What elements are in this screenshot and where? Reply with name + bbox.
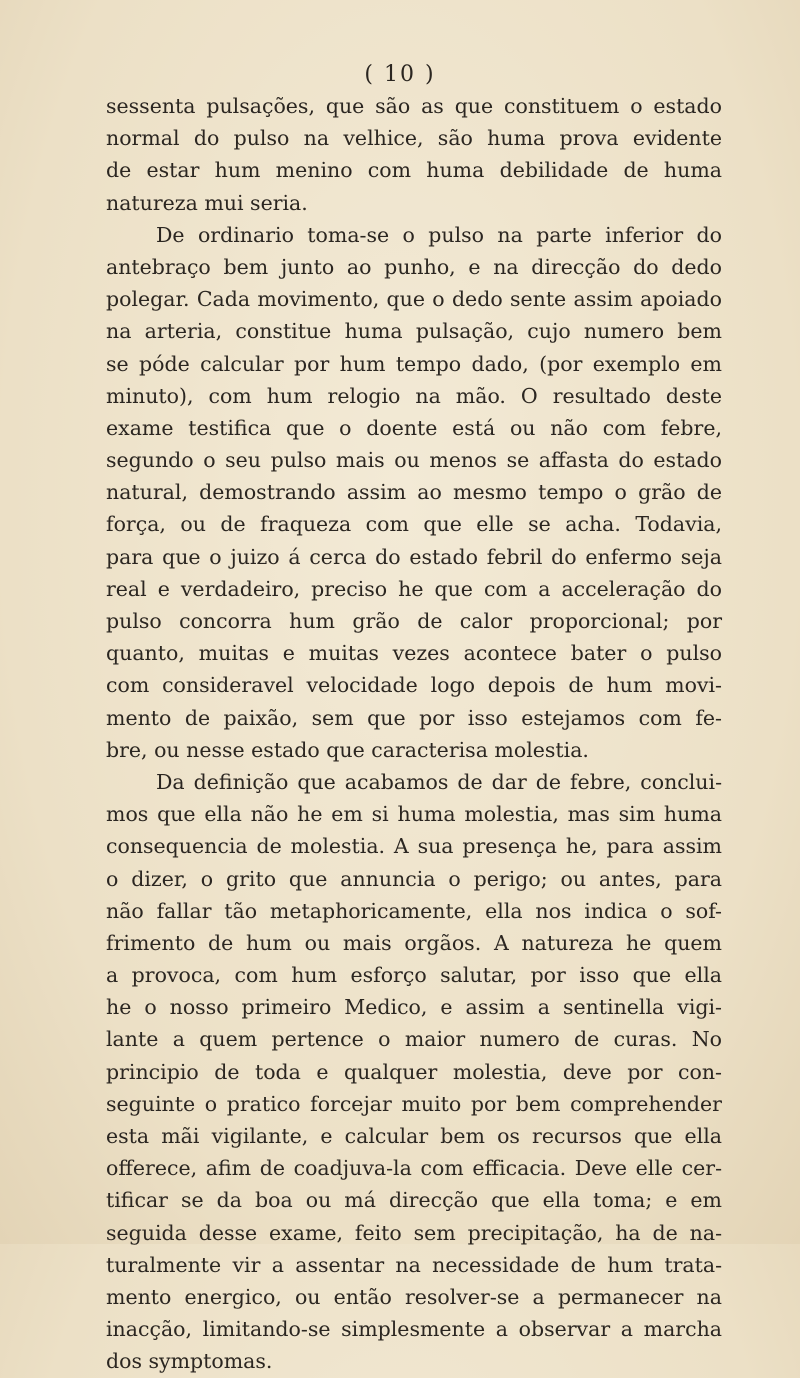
- text-line: se póde calcular por hum tempo dado, (por exemplo em: [106, 351, 722, 376]
- text-line: a provoca, com hum esforço salutar, por isso que ella: [106, 963, 722, 988]
- text-line: mento energico, ou então resolver-se a permanecer na: [106, 1284, 722, 1309]
- text-line: normal do pulso na velhice, são huma prova evidente: [106, 126, 722, 151]
- text-line: força, ou de fraqueza com que elle se acha. Todavia,: [106, 512, 722, 537]
- text-line: mento de paixão, sem que por isso estejamos com fe-: [106, 705, 722, 730]
- text-line: frimento de hum ou mais orgãos. A natureza he quem: [106, 930, 722, 955]
- page-number: ( 10 ): [364, 62, 436, 87]
- text-line: mos que ella não he em si huma molestia, mas sim huma: [106, 802, 722, 827]
- text-line: tificar se da boa ou má direcção que ella toma; e em: [106, 1188, 722, 1213]
- text-line: o dizer, o grito que annuncia o perigo; ou antes, para: [106, 866, 722, 891]
- text-line: offerece, afim de coadjuva-la com efficacia. Deve elle cer-: [106, 1156, 722, 1181]
- text-line: inacção, limitando-se simplesmente a observar a marcha: [106, 1317, 722, 1342]
- text-line: dos symptomas.: [106, 1349, 273, 1374]
- text-line: segundo o seu pulso mais ou menos se affasta do estado: [106, 448, 722, 473]
- text-line: natureza mui seria.: [106, 190, 308, 215]
- text-line: Da definição que acabamos de dar de febre, conclui-: [156, 769, 722, 794]
- text-line: de estar hum menino com huma debilidade de huma: [106, 158, 722, 183]
- text-line: exame testifica que o doente está ou não com febre,: [106, 415, 722, 440]
- text-line: não fallar tão metaphoricamente, ella nos indica o sof-: [106, 898, 722, 923]
- text-line: sessenta pulsações, que são as que constituem o estado: [106, 94, 722, 118]
- text-line: na arteria, constitue huma pulsação, cujo numero bem: [106, 319, 722, 344]
- text-line: seguinte o pratico forcejar muito por bem comprehender: [106, 1091, 722, 1116]
- text-line: com consideravel velocidade logo depois de hum movi-: [106, 673, 722, 698]
- body-text: [106, 90, 722, 1378]
- text-line: natural, demostrando assim ao mesmo tempo o grão de: [106, 480, 722, 505]
- text-line: lante a quem pertence o maior numero de curas. No: [106, 1027, 722, 1052]
- text-line: seguida desse exame, feito sem precipitação, ha de na-: [106, 1220, 722, 1245]
- text-line: quanto, muitas e muitas vezes acontece bater o pulso: [106, 641, 722, 666]
- text-line: para que o juizo á cerca do estado febril do enfermo seja: [106, 544, 722, 569]
- text-line: turalmente vir a assentar na necessidade de hum trata-: [106, 1252, 722, 1277]
- text-line: De ordinario toma-se o pulso na parte inferior do: [156, 222, 722, 247]
- text-line: esta mãi vigilante, e calcular bem os recursos que ella: [106, 1124, 722, 1148]
- text-line: minuto), com hum relogio na mão. O resultado deste: [106, 383, 722, 408]
- text-line: bre, ou nesse estado que caracterisa molestia.: [106, 737, 589, 762]
- text-line: polegar. Cada movimento, que o dedo sente assim apoiado: [106, 287, 722, 312]
- text-line: pulso concorra hum grão de calor proporcional; por: [106, 609, 722, 633]
- text-line: real e verdadeiro, preciso he que com a acceleração do: [106, 576, 722, 601]
- text-line: he o nosso primeiro Medico, e assim a sentinella vigi-: [106, 995, 722, 1020]
- text-line: principio de toda e qualquer molestia, deve por con-: [106, 1059, 722, 1084]
- text-line: consequencia de molestia. A sua presença he, para assim: [106, 834, 722, 859]
- text-line: antebraço bem junto ao punho, e na direcção do dedo: [106, 254, 722, 279]
